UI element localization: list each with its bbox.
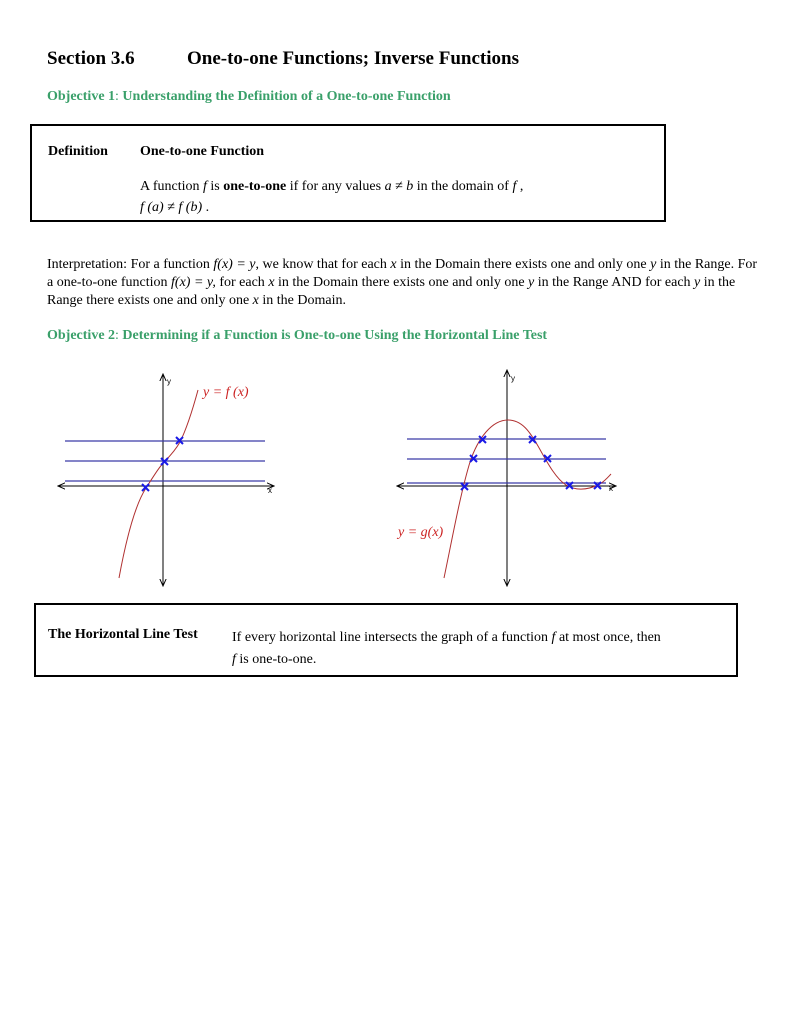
interp-math: f(x) = y: [213, 257, 256, 272]
interp-text: for each: [215, 275, 269, 290]
interp-math: y: [528, 275, 535, 290]
interp-text: in the Range there exists one and only one: [47, 275, 736, 308]
function-curve-f: [119, 390, 198, 578]
interp-math: x: [268, 275, 275, 290]
def-text: .: [202, 200, 210, 215]
y-axis-letter: y: [167, 377, 171, 386]
section-number: Section 3.6: [47, 48, 135, 69]
graph-not-one-to-one: [396, 370, 616, 586]
interp-text: , we know that for each: [255, 257, 391, 272]
definition-term: One-to-one Function: [140, 144, 265, 159]
hlt-math-f: f: [551, 630, 556, 645]
interp-text: in the Range AND for each: [534, 275, 695, 290]
interp-text: in the Domain.: [258, 293, 346, 308]
def-text: in the domain of: [413, 179, 513, 194]
horizontal-line-test-label: The Horizontal Line Test: [48, 627, 198, 642]
def-bold-term: one-to-one: [223, 179, 287, 194]
def-math-condition: a ≠ b: [384, 179, 414, 194]
hlt-text: is one-to-one.: [235, 652, 317, 667]
interp-text: Interpretation: For a function: [47, 257, 214, 272]
definition-label: Definition: [48, 144, 108, 159]
hlt-text: at most once, then: [555, 630, 661, 645]
def-math-f: f: [512, 179, 517, 194]
graph-label-f: y = f (x): [203, 385, 249, 400]
interp-math: y: [694, 275, 701, 290]
interp-math: f(x) = y,: [171, 275, 216, 290]
objective-1-heading: Objective 1: Understanding the Definition of a One-to-one Function: [47, 89, 451, 104]
def-text: A function: [140, 179, 203, 194]
def-text: if for any values: [286, 179, 385, 194]
function-curve-g: [444, 420, 611, 578]
graph-label-g: y = g(x): [398, 525, 444, 540]
horizontal-line-test-statement: [232, 627, 732, 671]
objective-2-heading: Objective 2: Determining if a Function is One-to-one Using the Horizontal Line Test: [47, 328, 548, 343]
def-math-conclusion: f (a) ≠ f (b): [140, 200, 203, 215]
objective-1-label: Objective 1: [47, 89, 116, 104]
hlt-math-f: f: [232, 652, 236, 667]
hlt-text: If every horizontal line intersects the graph of a function: [232, 630, 552, 645]
interp-text: in the Domain there exists one and only one: [274, 275, 529, 290]
objective-2-label: Objective 2: [47, 328, 116, 343]
interp-text: in the Domain there exists one and only one: [396, 257, 651, 272]
def-text: is: [206, 179, 224, 194]
objective-2-text: Determining if a Function is One-to-one Using the Horizontal Line Test: [122, 328, 548, 343]
def-math-f: f: [203, 179, 207, 194]
interp-math: x: [390, 257, 397, 272]
interp-text: in the Range. For a one-to-one function: [47, 257, 758, 290]
y-axis-letter: y: [511, 374, 515, 383]
horizontal-line-test-box: [34, 603, 738, 677]
interp-math: x: [252, 293, 259, 308]
x-axis-letter: x: [609, 484, 613, 493]
interp-math: y: [650, 257, 657, 272]
def-text: ,: [516, 179, 524, 194]
objective-1-text: Understanding the Definition of a One-to-one Function: [122, 89, 451, 104]
section-title: One-to-one Functions; Inverse Functions: [187, 48, 519, 69]
graph-one-to-one: [58, 374, 274, 586]
x-axis-letter: x: [268, 486, 272, 495]
intersection-marker: [142, 484, 149, 491]
